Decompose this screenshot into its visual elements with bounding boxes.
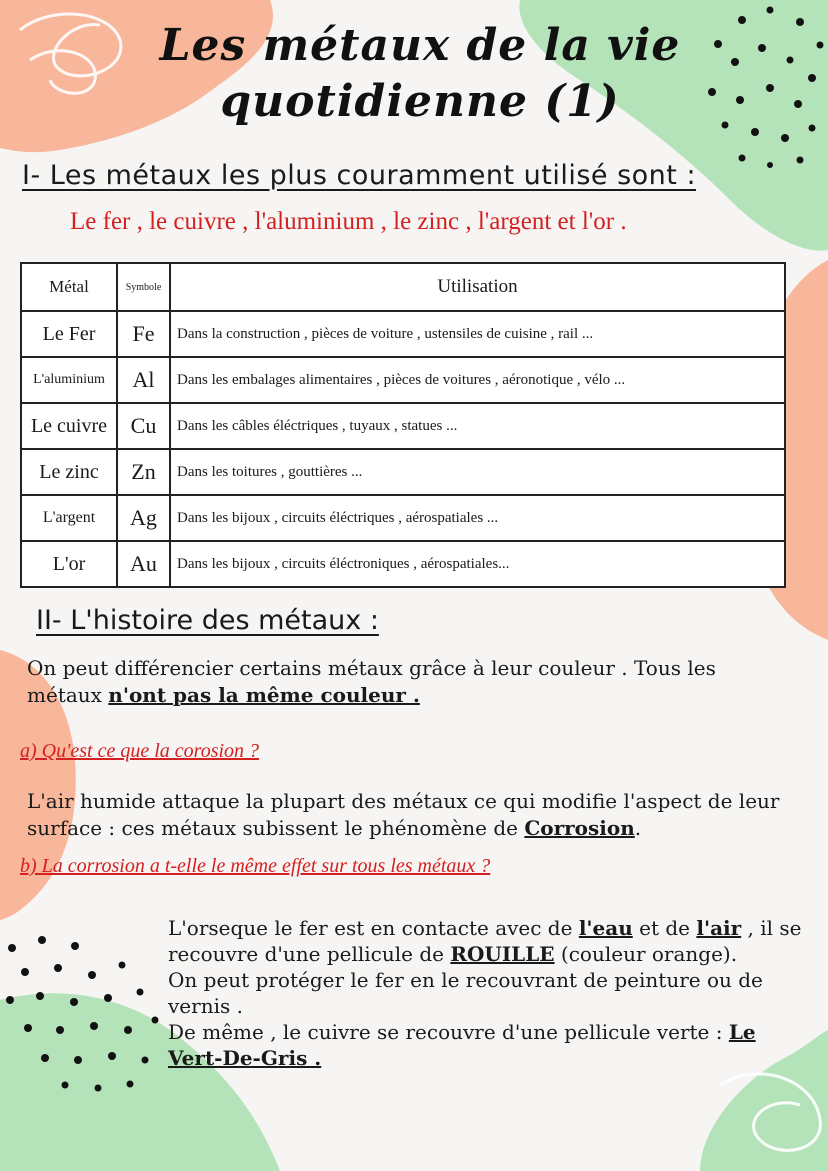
color-paragraph xyxy=(27,655,787,709)
table-row xyxy=(21,449,785,495)
metal-name: L'or xyxy=(21,541,117,587)
metal-use: Dans les toitures , gouttières ... xyxy=(170,449,785,495)
rust-text-b: et de xyxy=(632,916,697,940)
color-emphasis: n'ont pas la même couleur . xyxy=(108,683,420,707)
metal-name: L'aluminium xyxy=(21,357,117,403)
metal-symbol: Au xyxy=(117,541,170,587)
metals-table xyxy=(20,262,786,588)
color-text: On peut différencier certains métaux grâce à leur couleur . Tous les métaux xyxy=(27,656,716,707)
metal-name: L'argent xyxy=(21,495,117,541)
corrosion-text: L'air humide attaque la plupart des métaux ce qui modifie l'aspect de leur surface : ces métaux subissent le phénomène de xyxy=(27,789,780,840)
rust-text-a: L'orseque le fer est en contacte avec de xyxy=(168,916,579,940)
metal-symbol: Fe xyxy=(117,311,170,357)
metal-use: Dans la construction , pièces de voiture , ustensiles de cuisine , rail ... xyxy=(170,311,785,357)
metal-use: Dans les bijoux , circuits éléctroniques , aérospatiales... xyxy=(170,541,785,587)
header-symbol: Symbole xyxy=(117,263,170,311)
section2-heading: II- L'histoire des métaux : xyxy=(36,605,379,636)
metal-symbol: Zn xyxy=(117,449,170,495)
table-row xyxy=(21,495,785,541)
table-header-row xyxy=(21,263,785,311)
corrosion-end: . xyxy=(634,816,642,840)
air-term: l'air xyxy=(696,916,742,940)
section1-heading: I- Les métaux les plus couramment utilisé sont : xyxy=(22,160,697,191)
rust-term: ROUILLE xyxy=(450,942,555,966)
question-b: b) La corrosion a t-elle le même effet sur tous les métaux ? xyxy=(20,855,491,877)
header-metal: Métal xyxy=(21,263,117,311)
metal-name: Le cuivre xyxy=(21,403,117,449)
header-use: Utilisation xyxy=(170,263,785,311)
metal-use: Dans les embalages alimentaires , pièces de voitures , aéronotique , vélo ... xyxy=(170,357,785,403)
protection-text: On peut protéger le fer en le recouvrant de peinture ou de vernis . xyxy=(168,968,763,1018)
copper-text: De même , le cuivre se recouvre d'une pellicule verte : xyxy=(168,1020,729,1044)
rust-text-d: (couleur orange). xyxy=(554,942,738,966)
water-term: l'eau xyxy=(578,916,633,940)
page-title: Les métaux de la vie quotidienne (1) xyxy=(159,20,681,127)
metal-use: Dans les bijoux , circuits éléctriques , aérospatiales ... xyxy=(170,495,785,541)
corrosion-paragraph xyxy=(27,788,797,842)
table-row xyxy=(21,357,785,403)
rust-paragraph xyxy=(168,915,808,1071)
metal-name: Le Fer xyxy=(21,311,117,357)
metal-name: Le zinc xyxy=(21,449,117,495)
metal-symbol: Ag xyxy=(117,495,170,541)
metal-use: Dans les câbles éléctriques , tuyaux , statues ... xyxy=(170,403,785,449)
table-row xyxy=(21,541,785,587)
corrosion-term: Corrosion xyxy=(524,816,635,840)
table-row xyxy=(21,403,785,449)
verdigris-term: Le Vert-De-Gris . xyxy=(168,1020,756,1070)
metals-list: Le fer , le cuivre , l'aluminium , le zinc , l'argent et l'or . xyxy=(70,208,627,235)
table-row xyxy=(21,311,785,357)
metal-symbol: Cu xyxy=(117,403,170,449)
metal-symbol: Al xyxy=(117,357,170,403)
question-a: a) Qu'est ce que la corosion ? xyxy=(20,740,260,762)
rust-text-c: , il se recouvre d'une pellicule de xyxy=(168,916,802,966)
